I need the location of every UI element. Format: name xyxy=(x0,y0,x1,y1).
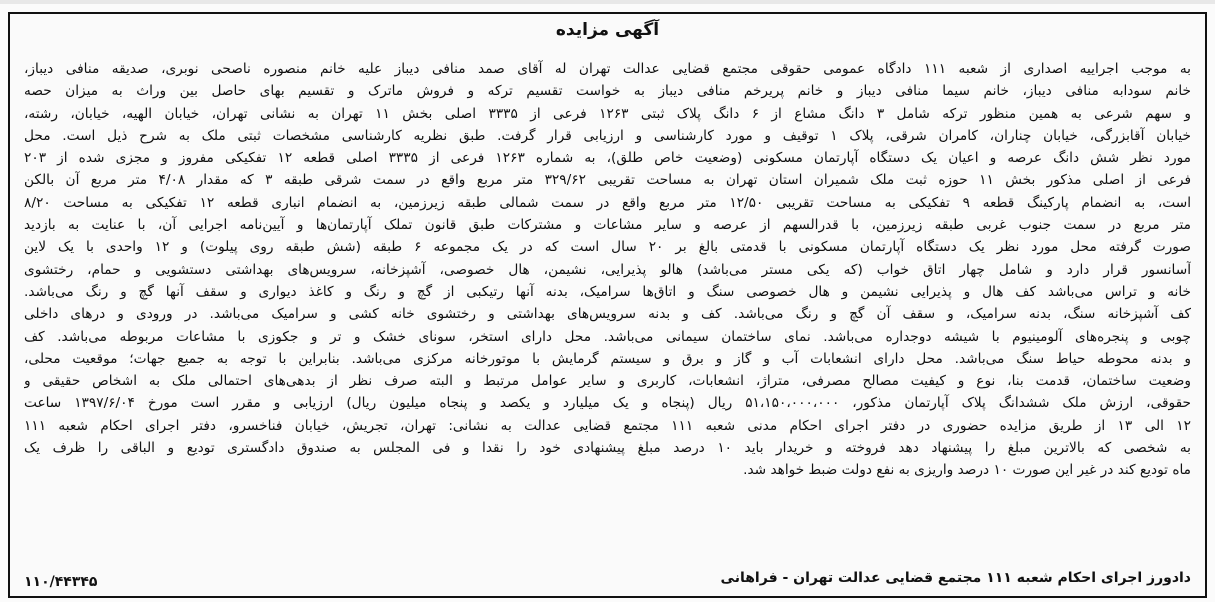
notice-line: ۱۲ الی ۱۳ از طریق مزایده حضوری در دفتر اجرای احکام مدنی شعبه ۱۱۱ مجتمع قضایی عدالت به نشانی: تهران، تجریش، خیابان فناخسرو، دفتر اجرای احکام شعبه ۱۱۱ xyxy=(24,417,1191,434)
notice-line: کف آشپزخانه سنگ، بدنه سرامیک، و سقف آن گچ و رنگ می‌باشد. کف و بدنه سرویس‌های بهداشتی و رختشوی خانه کشی و سرامیک می‌باشد. در ورودی و درهای داخلی xyxy=(24,306,1191,323)
notice-line: خیابان آقابزرگی، خیابان چناران، کامران شرقی، پلاک ۱ توقیف و مورد کارشناسی و ارزیابی قرار گرفت. طبق نظریه کارشناسی مشخصات ثبتی ملک به شرح ذیل است. محل xyxy=(24,127,1191,144)
reference-number: ۱۱۰/۴۴۳۴۵ xyxy=(24,574,98,590)
notice-line: است، به انضمام پارکینگ قطعه ۹ تفکیکی به مساحت تقریبی ۱۲/۵۰ متر مربع واقع در سمت شمالی طبقه زیرزمین، به انضمام انباری قطعه ۱۲ تفکیکی به مساحت ۸/۲۰ xyxy=(24,194,1191,211)
notice-line: خانم سودابه منافی دیباز، خانم سیما منافی دیباز و خانم پریرخم منافی دیباز به خواست تقسیم ترکه و فروش ماترک و تقسیم بهای حاصل بین وراث به میزان حصه xyxy=(24,83,1191,100)
notice-line: ماه تودیع کند در غیر این صورت ۱۰ درصد واریزی به نفع دولت ضبط خواهد شد. xyxy=(743,462,1191,479)
notice-line: متر مربع در سمت جنوب غربی طبقه زیرزمین، با قدرالسهم از عرصه و سایر مشاعات و مشترکات طبق قانون تملک آپارتمان‌ها و آیین‌نامه اجرایی آن، با عنایت به بازدید xyxy=(24,217,1191,234)
notice-line: و بدنه محوطه حیاط سنگ می‌باشد. محل دارای انشعابات آب و گاز و برق و سیستم گرمایش با موتورخانه مرکزی می‌باشد. بنابراین با توجه به جمیع جهات؛ موقعیت محلی، xyxy=(24,350,1191,367)
notice-line: چوبی و پنجره‌های آلومینیوم با شیشه دوجداره می‌باشد. نمای ساختمان سیمانی می‌باشد. محل دارای استخر، سونای خشک و تر و جکوزی با مشاعات مربوطه می‌باشد. کف xyxy=(24,328,1191,345)
notice-line: حقوقی، ارزش ملک ششدانگ پلاک آپارتمان مذکور، ۵۱،۱۵۰،۰۰۰،۰۰۰ ریال (پنجاه و یک میلیارد و یکصد و پنجاه میلیون ریال) ارزیابی و مقرر است مورخ ۱۳۹۷/۶/۰۴ ساعت xyxy=(24,395,1191,412)
notice-title: آگهی مزایده xyxy=(555,20,660,40)
notice-line: صورت گرفته محل مورد نظر یک دستگاه آپارتمان مسکونی با قدمتی بالغ بر ۲۰ سال است که در یک مجموعه ۶ طبقه (شش طبقه روی پیلوت) و ۱۲ واحدی با یک لاین xyxy=(24,239,1191,256)
top-divider xyxy=(0,0,1215,4)
notice-body xyxy=(24,58,1191,482)
notice-line: مورد نظر شش دانگ عرصه و اعیان یک دستگاه آپارتمان مسکونی (وضعیت خاص طلق)، به شماره ۱۲۶۳ فرعی از ۳۳۳۵ اصلی قطعه ۱۲ تفکیکی مفروز و مجزی شده از ۲۰۳ xyxy=(24,150,1191,167)
notice-line: به موجب اجراییه اصداری از شعبه ۱۱۱ دادگاه عمومی حقوقی مجتمع قضایی عدالت تهران له آقای صمد منافی دیباز علیه خانم منصوره ناصحی نوبری، صدیقه منافی دیباز، xyxy=(24,61,1191,77)
notice-line: خانه و تراس می‌باشد کف هال و پذیرایی نشیمن و هال خصوصی سنگ و اتاق‌ها سرامیک، بدنه آنها رتیکبی از گچ و رنگ و کاغذ دیواری و سقف آنها گچ و رنگ می‌باشد. xyxy=(24,283,1191,300)
notice-line: آسانسور قرار دارد و شامل چهار اتاق خواب (که یکی مستر می‌باشد) هالو پذیرایی، نشیمن، هال خصوصی، آشپزخانه، سرویس‌های بهداشتی دستشویی و حمام، رختشوی xyxy=(24,261,1191,278)
notice-footer xyxy=(24,562,1191,590)
notice-line: به شخصی که بالاترین مبلغ را پیشنهاد دهد فروخته و خریدار باید ۱۰ درصد مبلغ پیشنهادی خود را نقدا و فی المجلس به صندوق دادگستری تودیع و الباقی را ظرف یک xyxy=(24,440,1191,457)
notice-line: وضعیت ساختمان، قدمت بنا، نوع و کیفیت مصالح مصرفی، متراژ، انشعابات، کاربری و سایر عوامل مرتبط و البته صرف نظر از بدهی‌های احتمالی ملک به اشخاص حقیقی و xyxy=(24,373,1191,390)
signature: دادورز اجرای احکام شعبه ۱۱۱ مجتمع قضایی عدالت تهران - فراهانی xyxy=(720,570,1191,586)
notice-line: فرعی از اصلی مذکور بخش ۱۱ حوزه ثبت ملک شمیران استان تهران به مساحت تقریبی ۳۲۹/۶۲ متر مربع واقع در سمت شرقی طبقه ۳ که مقدار ۴/۰۸ متر مربع آن بالکن xyxy=(24,172,1191,189)
notice-frame xyxy=(8,12,1207,598)
notice-line: و سهم شرعی به همین منظور ترکه شامل ۳ دانگ مشاع از ۶ دانگ پلاک ثبتی ۱۲۶۳ فرعی از ۳۳۳۵ اصلی بخش ۱۱ تهران به نشانی تهران، خیابان الهیه، خیابان، رشته، xyxy=(24,105,1191,122)
